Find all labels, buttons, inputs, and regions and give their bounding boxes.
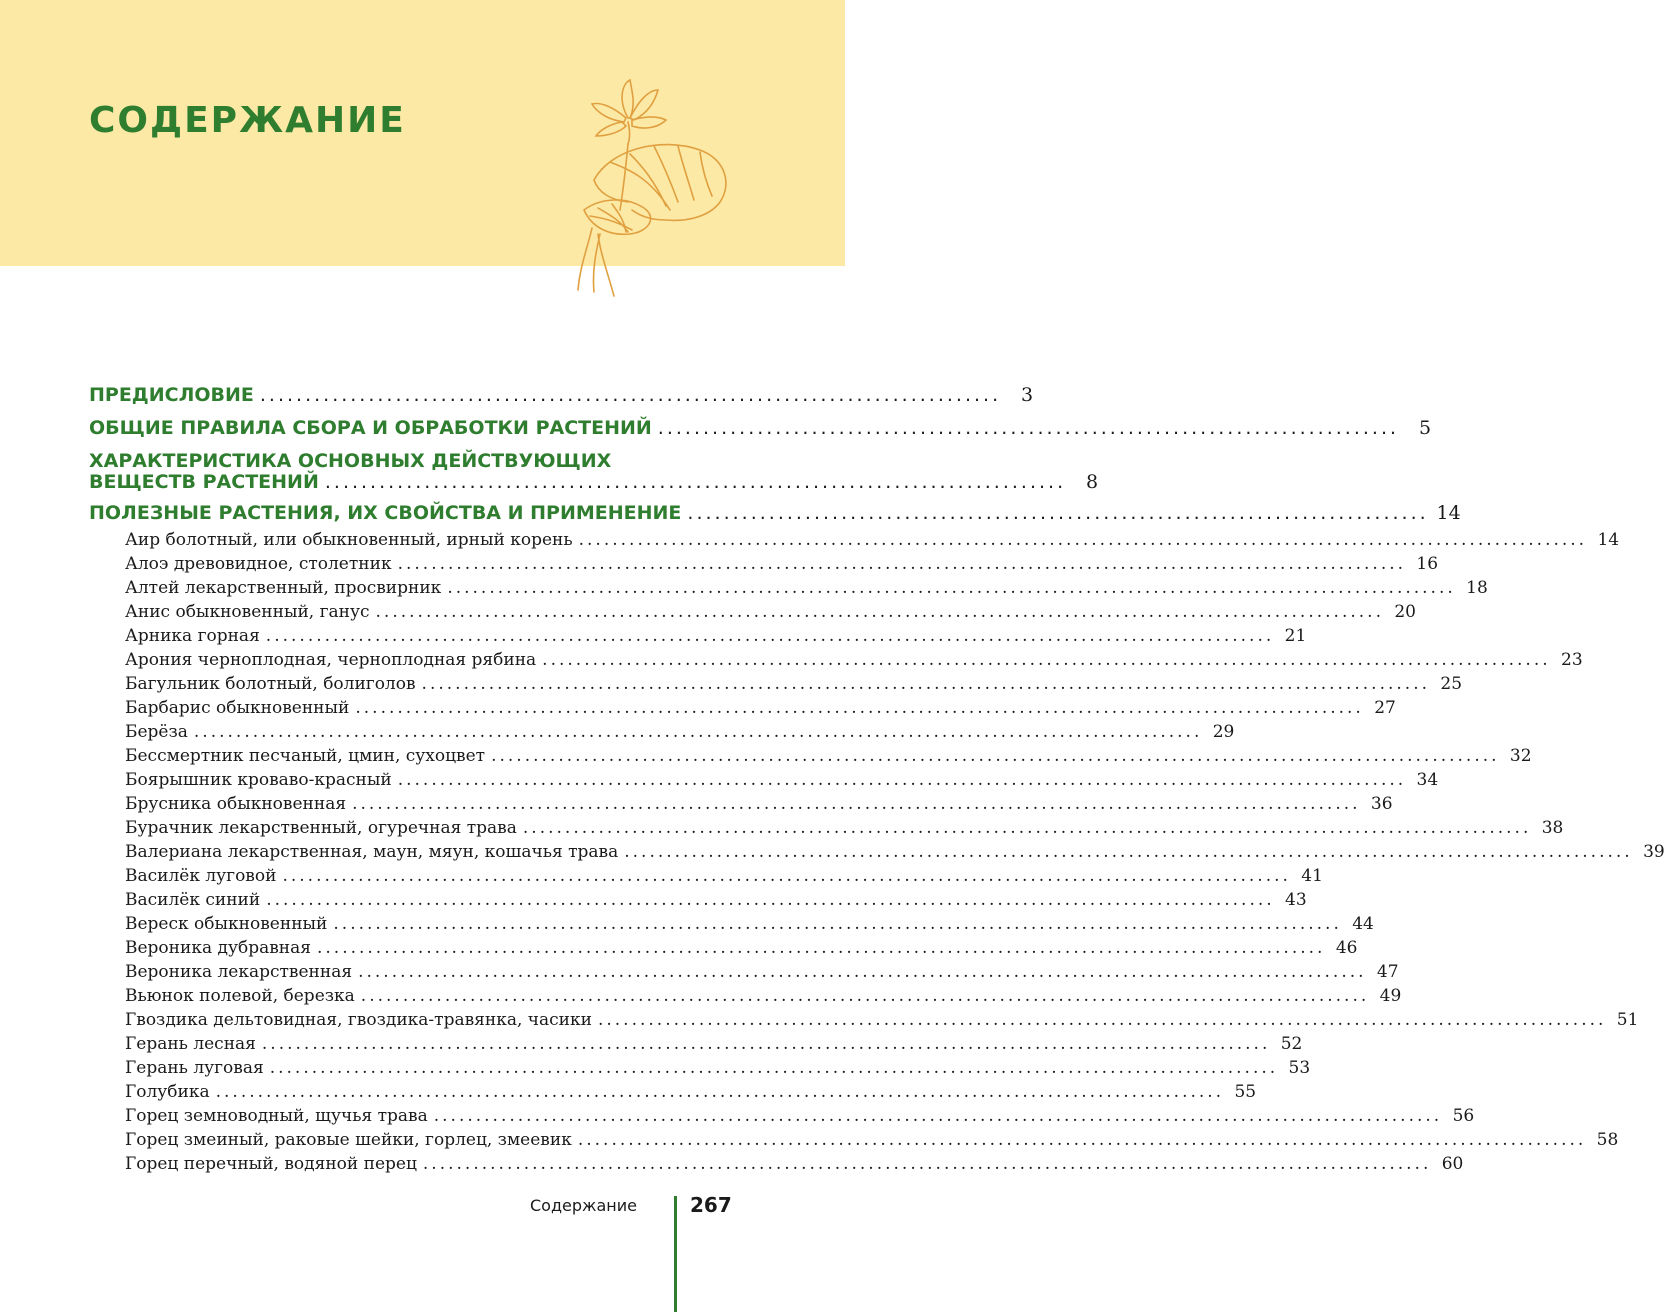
entry-page: 36 bbox=[1370, 794, 1393, 814]
dot-leader: ........................................................................................................................ bbox=[265, 626, 1275, 646]
dot-leader: ........................................................................................................................ bbox=[215, 1082, 1225, 1102]
page-title: СОДЕРЖАНИЕ bbox=[89, 100, 406, 141]
dot-leader: ........................................................................................................................ bbox=[375, 602, 1384, 622]
dot-leader: ........................................................................................................................ bbox=[316, 938, 1326, 958]
entry-page: 32 bbox=[1509, 746, 1532, 766]
entry-title: Барбарис обыкновенный bbox=[125, 698, 350, 718]
entry-page: 20 bbox=[1394, 602, 1416, 622]
chapter-title: ПОЛЕЗНЫЕ РАСТЕНИЯ, ИХ СВОЙСТВА И ПРИМЕНЕНИЕ bbox=[89, 502, 682, 524]
entry-page: 27 bbox=[1374, 698, 1396, 718]
chapter-page: 5 bbox=[1418, 417, 1432, 439]
entry-title: Вьюнок полевой, березка bbox=[125, 986, 355, 1006]
entry-page: 29 bbox=[1212, 722, 1235, 742]
entry-page: 18 bbox=[1466, 578, 1488, 598]
entry-page: 34 bbox=[1416, 770, 1439, 790]
entry-page: 51 bbox=[1616, 1010, 1639, 1030]
entry-page: 43 bbox=[1285, 890, 1307, 910]
entry-title: Валериана лекарственная, маун, мяун, кошачья трава bbox=[125, 842, 619, 862]
dot-leader: ........................................................................................................................ bbox=[355, 698, 1364, 718]
dot-leader: ........................................................................................................................ bbox=[447, 578, 1456, 598]
dot-leader: ........................................................................................................................ bbox=[624, 842, 1633, 862]
entry-title: Василёк синий bbox=[125, 890, 261, 910]
entry-page: 44 bbox=[1352, 914, 1374, 934]
toc-entry[interactable] bbox=[125, 1008, 1639, 1032]
entry-page: 52 bbox=[1280, 1034, 1303, 1054]
entry-page: 21 bbox=[1284, 626, 1307, 646]
toc-chapter[interactable] bbox=[89, 450, 1099, 493]
toc-entry[interactable] bbox=[125, 696, 1396, 720]
entry-title: Боярышник кроваво-красный bbox=[125, 770, 392, 790]
dot-leader: .................................................................................. bbox=[657, 417, 1400, 439]
lotus-icon bbox=[570, 70, 740, 300]
entry-page: 56 bbox=[1452, 1106, 1475, 1126]
dot-leader: ........................................................................................................................ bbox=[358, 962, 1367, 982]
entry-page: 14 bbox=[1597, 530, 1620, 550]
dot-leader: ........................................................................................................................ bbox=[261, 1034, 1271, 1054]
toc-entry[interactable] bbox=[125, 888, 1307, 912]
dot-leader: .................................................................................. bbox=[259, 384, 1002, 406]
toc-entry[interactable] bbox=[125, 912, 1374, 936]
toc-chapter[interactable] bbox=[89, 384, 1034, 406]
entry-title: Бурачник лекарственный, огуречная трава bbox=[125, 818, 517, 838]
dot-leader: ........................................................................................................................ bbox=[397, 554, 1407, 574]
entry-title: Багульник болотный, болиголов bbox=[125, 674, 416, 694]
entry-title: Берёза bbox=[125, 722, 188, 742]
toc-entry[interactable] bbox=[125, 1152, 1464, 1176]
toc-entry[interactable] bbox=[125, 768, 1439, 792]
entry-title: Арника горная bbox=[125, 626, 260, 646]
toc-entry[interactable] bbox=[125, 864, 1323, 888]
entry-page: 23 bbox=[1561, 650, 1583, 670]
entry-title: Арония черноплодная, черноплодная рябина bbox=[125, 650, 537, 670]
toc-entry[interactable] bbox=[125, 744, 1532, 768]
toc-chapter[interactable] bbox=[89, 502, 1461, 524]
entry-page: 38 bbox=[1541, 818, 1564, 838]
toc-entry[interactable] bbox=[125, 720, 1235, 744]
toc-entry[interactable] bbox=[125, 840, 1665, 864]
toc-entry[interactable] bbox=[125, 1032, 1303, 1056]
dot-leader: ........................................................................................................................ bbox=[360, 986, 1370, 1006]
entry-page: 47 bbox=[1376, 962, 1399, 982]
toc-entry[interactable] bbox=[125, 936, 1358, 960]
entry-title: Горец перечный, водяной перец bbox=[125, 1154, 417, 1174]
toc-entry[interactable] bbox=[125, 1128, 1619, 1152]
toc-entry[interactable] bbox=[125, 672, 1463, 696]
toc-entry[interactable] bbox=[125, 792, 1393, 816]
entry-page: 60 bbox=[1441, 1154, 1464, 1174]
entry-title: Голубика bbox=[125, 1082, 210, 1102]
entry-title: Горец земноводный, щучья трава bbox=[125, 1106, 428, 1126]
entry-page: 39 bbox=[1643, 842, 1665, 862]
entry-page: 53 bbox=[1288, 1058, 1311, 1078]
toc-entry[interactable] bbox=[125, 648, 1583, 672]
entry-page: 49 bbox=[1379, 986, 1402, 1006]
toc-entry[interactable] bbox=[125, 576, 1488, 600]
dot-leader: ........................................................................................................................ bbox=[269, 1058, 1279, 1078]
toc-entry[interactable] bbox=[125, 528, 1620, 552]
dot-leader: ........................................................................................................................ bbox=[433, 1106, 1443, 1126]
footer-divider bbox=[674, 1196, 677, 1312]
entry-title: Вероника дубравная bbox=[125, 938, 311, 958]
toc-entry[interactable] bbox=[125, 960, 1399, 984]
dot-leader: ........................................................................................................................ bbox=[352, 794, 1361, 814]
entry-title: Алтей лекарственный, просвирник bbox=[125, 578, 442, 598]
toc-entry[interactable] bbox=[125, 624, 1307, 648]
chapter-title: ПРЕДИСЛОВИЕ bbox=[89, 384, 254, 406]
entry-title: Аир болотный, или обыкновенный, ирный корень bbox=[125, 530, 573, 550]
toc-entry[interactable] bbox=[125, 1080, 1257, 1104]
toc-entry[interactable] bbox=[125, 600, 1416, 624]
toc-entry[interactable] bbox=[125, 984, 1402, 1008]
entry-page: 46 bbox=[1335, 938, 1358, 958]
entry-page: 58 bbox=[1596, 1130, 1619, 1150]
entry-title: Брусника обыкновенная bbox=[125, 794, 347, 814]
dot-leader: ........................................................................................................................ bbox=[522, 818, 1532, 838]
entry-title: Гвоздика дельтовидная, гвоздика-травянка, часики bbox=[125, 1010, 592, 1030]
entry-page: 16 bbox=[1416, 554, 1439, 574]
dot-leader: ........................................................................................................................ bbox=[422, 1154, 1432, 1174]
chapter-page: 3 bbox=[1021, 384, 1034, 406]
toc-entry[interactable] bbox=[125, 1104, 1475, 1128]
entry-title: Вереск обыкновенный bbox=[125, 914, 328, 934]
dot-leader: ........................................................................................................................ bbox=[542, 650, 1551, 670]
dot-leader: .................................................................................. bbox=[324, 471, 1067, 493]
dot-leader: ........................................................................................................................ bbox=[333, 914, 1342, 934]
dot-leader: ........................................................................................................................ bbox=[282, 866, 1291, 886]
entry-title: Вероника лекарственная bbox=[125, 962, 353, 982]
dot-leader: ........................................................................................................................ bbox=[577, 1130, 1587, 1150]
dot-leader: ........................................................................................................................ bbox=[597, 1010, 1607, 1030]
dot-leader: ........................................................................................................................ bbox=[266, 890, 1275, 910]
page-number: 267 bbox=[690, 1193, 732, 1217]
chapter-title: ОБЩИЕ ПРАВИЛА СБОРА И ОБРАБОТКИ РАСТЕНИЙ bbox=[89, 417, 652, 439]
entry-title: Герань лесная bbox=[125, 1034, 256, 1054]
chapter-title-continued: ВЕЩЕСТВ РАСТЕНИЙ bbox=[89, 471, 319, 493]
entry-title: Василёк луговой bbox=[125, 866, 277, 886]
chapter-page: 8 bbox=[1086, 471, 1099, 493]
dot-leader: ........................................................................................................................ bbox=[491, 746, 1500, 766]
dot-leader: ........................................................................................................................ bbox=[421, 674, 1431, 694]
toc-entry[interactable] bbox=[125, 816, 1564, 840]
toc-entry[interactable] bbox=[125, 1056, 1311, 1080]
entry-title: Алоэ древовидное, столетник bbox=[125, 554, 392, 574]
toc-entry[interactable] bbox=[125, 552, 1439, 576]
entry-title: Герань луговая bbox=[125, 1058, 264, 1078]
entry-title: Анис обыкновенный, ганус bbox=[125, 602, 370, 622]
entry-title: Горец змеиный, раковые шейки, горлец, змеевик bbox=[125, 1130, 572, 1150]
footer-section-label: Содержание bbox=[530, 1196, 637, 1215]
entry-page: 25 bbox=[1440, 674, 1463, 694]
entry-page: 55 bbox=[1234, 1082, 1257, 1102]
dot-leader: .................................................................................. bbox=[687, 502, 1429, 524]
chapter-page: 14 bbox=[1436, 502, 1461, 524]
chapter-title: ХАРАКТЕРИСТИКА ОСНОВНЫХ ДЕЙСТВУЮЩИХ bbox=[89, 450, 612, 472]
dot-leader: ........................................................................................................................ bbox=[397, 770, 1407, 790]
entry-title: Бессмертник песчаный, цмин, сухоцвет bbox=[125, 746, 486, 766]
dot-leader: ........................................................................................................................ bbox=[578, 530, 1588, 550]
dot-leader: ........................................................................................................................ bbox=[193, 722, 1203, 742]
entry-page: 41 bbox=[1301, 866, 1323, 886]
toc-chapter[interactable] bbox=[89, 417, 1432, 439]
